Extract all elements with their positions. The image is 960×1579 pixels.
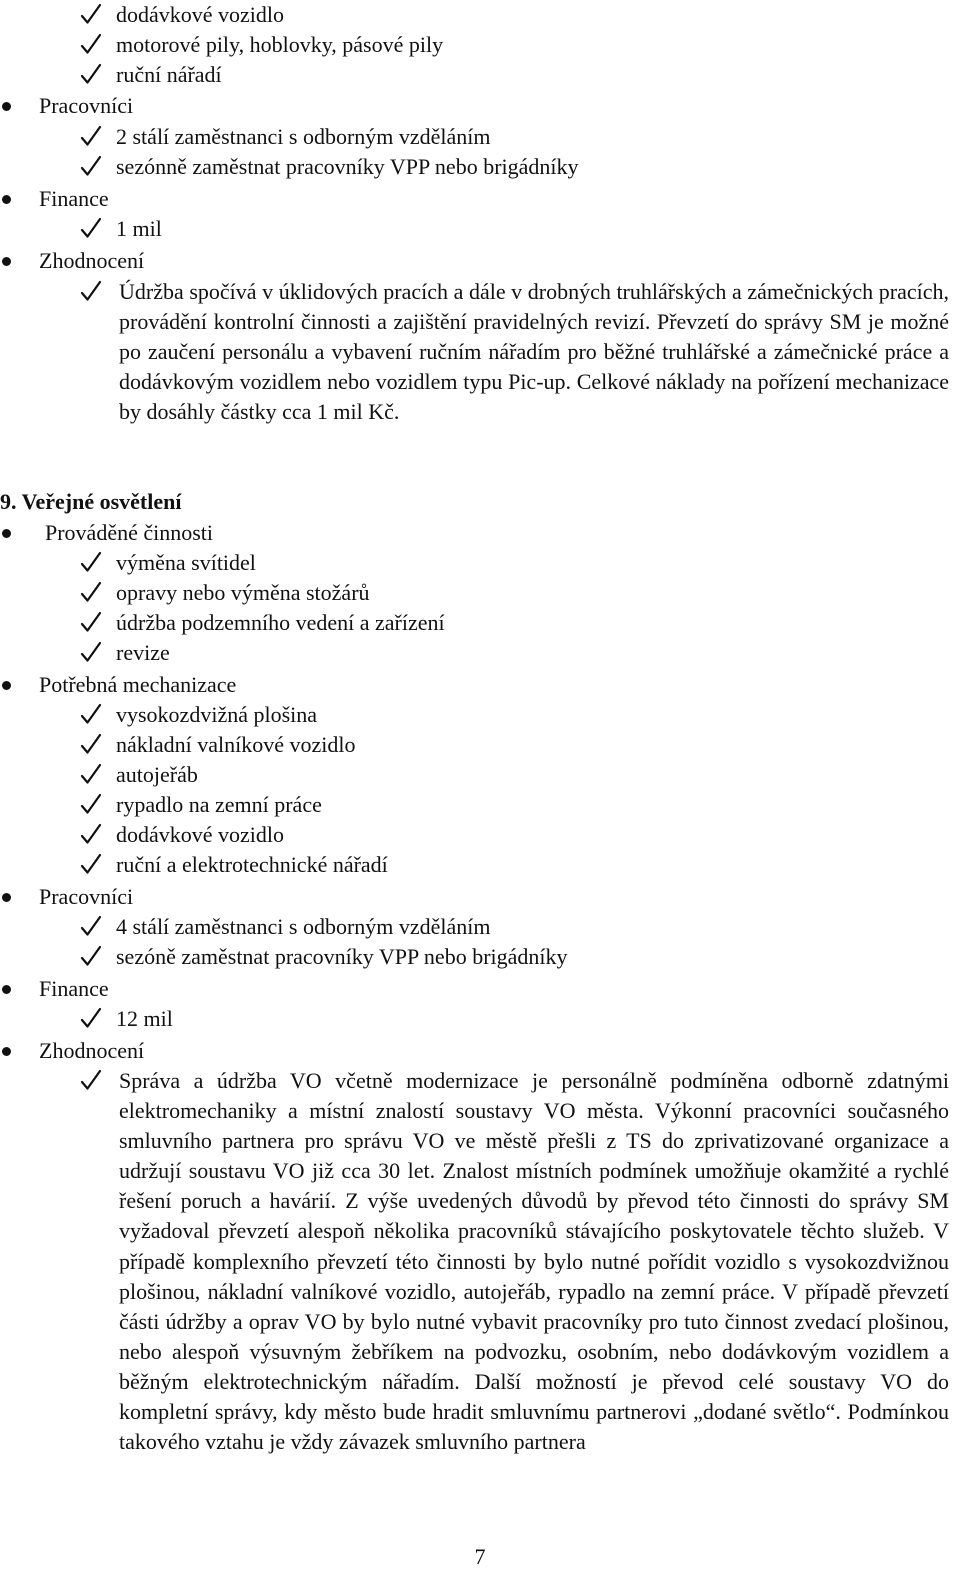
- list-item-text: údržba podzemního vedení a zařízení: [116, 610, 445, 635]
- list-item-text: 1 mil: [116, 216, 162, 241]
- bullet-item-workers: [0, 882, 960, 912]
- bullet-item-finance: [0, 184, 960, 214]
- checkmark-icon: [79, 1066, 103, 1096]
- checkmark-icon: [79, 578, 103, 608]
- list-item: [0, 700, 960, 730]
- checkmark-icon: [79, 1004, 103, 1034]
- list-item: [0, 790, 960, 820]
- list-item: [0, 548, 960, 578]
- bullet-icon: [2, 529, 11, 538]
- list-item-text: ruční nářadí: [116, 62, 222, 87]
- checkmark-icon: [79, 730, 103, 760]
- bullet-item-workers: [0, 91, 960, 121]
- list-item: [0, 638, 960, 668]
- bullet-label: Zhodnocení: [39, 1038, 145, 1063]
- bullet-label: Prováděné činnosti: [45, 520, 214, 545]
- list-item-text: autojeřáb: [116, 762, 198, 787]
- bullet-label: Finance: [39, 186, 109, 211]
- list-item-text: 2 stálí zaměstnanci s odborným vzděláním: [116, 124, 491, 149]
- list-item-text: dodávkové vozidlo: [116, 2, 285, 27]
- bullet-item-assessment: [0, 1036, 960, 1066]
- checkmark-icon: [79, 912, 103, 942]
- checkmark-icon: [79, 638, 103, 668]
- bullet-item-activities: [0, 518, 960, 548]
- bullet-label: Finance: [39, 976, 109, 1001]
- bullet-icon: [2, 893, 11, 902]
- list-item-text: sezónně zaměstnat pracovníky VPP nebo brigádníky: [116, 154, 579, 179]
- list-item: [0, 820, 960, 850]
- checkmark-icon: [79, 277, 103, 307]
- bullet-icon: [2, 1047, 11, 1056]
- list-item: [0, 912, 960, 942]
- checkmark-icon: [79, 548, 103, 578]
- list-item: [0, 578, 960, 608]
- section-heading: 9. Veřejné osvětlení: [0, 489, 182, 514]
- list-item-text: ruční a elektrotechnické nářadí: [116, 852, 388, 877]
- list-item-text: sezóně zaměstnat pracovníky VPP nebo brigádníky: [116, 944, 568, 969]
- list-item-text: motorové pily, hoblovky, pásové pily: [116, 32, 444, 57]
- checkmark-icon: [79, 30, 103, 60]
- bullet-item-mechanization: [0, 670, 960, 700]
- bullet-label: Pracovníci: [39, 93, 134, 118]
- list-item: [0, 942, 960, 972]
- list-item-text: nákladní valníkové vozidlo: [116, 732, 356, 757]
- bullet-icon: [2, 102, 11, 111]
- list-item: [0, 760, 960, 790]
- assessment-paragraph: Údržba spočívá v úklidových pracích a dále v drobných truhlářských a zámečnických pracích, provádění kontrolní činnosti a zajištění pravidelných revizí. Převzetí do správy SM je možné po zaučení personálu a vybavení ručním nářadím pro běžné truhlářské a zámečnické práce a dodávkovým vozidlem nebo vozidlem typu Pic-up. Celkové náklady na pořízení mechanizace by dosáhly částky cca 1 mil Kč.: [119, 279, 949, 425]
- bullet-icon: [2, 195, 11, 204]
- list-item: [0, 0, 960, 30]
- list-item-text: dodávkové vozidlo: [116, 822, 285, 847]
- checkmark-icon: [79, 608, 103, 638]
- list-item-text: 12 mil: [116, 1006, 173, 1031]
- list-item-text: opravy nebo výměna stožárů: [116, 580, 370, 605]
- bullet-item-assessment: [0, 246, 960, 276]
- list-item: [0, 1004, 960, 1034]
- checkmark-icon: [79, 850, 103, 880]
- checkmark-icon: [79, 820, 103, 850]
- list-item-text: vysokozdvižná plošina: [116, 702, 318, 727]
- bullet-icon: [2, 257, 11, 266]
- checkmark-icon: [79, 152, 103, 182]
- checkmark-icon: [79, 700, 103, 730]
- list-item: [0, 30, 960, 60]
- checkmark-icon: [79, 0, 103, 30]
- list-item: [0, 850, 960, 880]
- list-item-text: rypadlo na zemní práce: [116, 792, 322, 817]
- bullet-label: Pracovníci: [39, 884, 134, 909]
- list-item-text: revize: [116, 640, 170, 665]
- assessment-paragraph: Správa a údržba VO včetně modernizace je personálně podmíněna odborně zdatnými elektromechaniky a místní znalostí soustavy VO města. Výkonní pracovníci současného smluvního partnera pro správu VO ve městě přešli z TS do zprivatizované organizace a udržují soustavu VO již cca 30 let. Znalost místních podmínek umožňuje okamžité a rychlé řešení poruch a havárií. Z výše uvedených důvodů by převod této činnosti do správy SM vyžadoval převzetí alespoň několika pracovníků stávajícího poskytovatele těchto služeb. V případě komplexního převzetí této činnosti by bylo nutné pořídit vozidlo s vysokozdvižnou plošinou, nákladní valníkové vozidlo, autojeřáb, rypadlo na zemní práce. V případě převzetí části údržby a oprav VO by bylo nutné vybavit pracovníky pro tuto činnost zvedací plošinou, nebo alespoň výsuvným žebříkem na podvozku, osobním, nebo dodávkovým vozidlem a běžným elektrotechnickým nářadím. Další možností je převod celé soustavy VO do kompletní správy, kdy město bude hradit smluvnímu partnerovi „dodané světlo“. Podmínkou takového vztahu je vždy závazek smluvního partnera: [119, 1068, 949, 1455]
- list-item-text: výměna svítidel: [116, 550, 256, 575]
- bullet-label: Potřebná mechanizace: [39, 672, 237, 697]
- page-number: 7: [474, 1544, 486, 1569]
- list-item: [0, 214, 960, 244]
- bullet-label: Zhodnocení: [39, 248, 145, 273]
- checkmark-icon: [79, 942, 103, 972]
- checkmark-icon: [79, 214, 103, 244]
- list-item: [0, 730, 960, 760]
- list-item-text: 4 stálí zaměstnanci s odborným vzděláním: [116, 914, 491, 939]
- list-item: [0, 152, 960, 182]
- checkmark-icon: [79, 122, 103, 152]
- checkmark-icon: [79, 60, 103, 90]
- list-item: [0, 122, 960, 152]
- bullet-icon: [2, 681, 11, 690]
- checkmark-icon: [79, 760, 103, 790]
- list-item: [0, 608, 960, 638]
- bullet-item-finance: [0, 974, 960, 1004]
- bullet-icon: [2, 985, 11, 994]
- checkmark-icon: [79, 790, 103, 820]
- list-item: [0, 60, 960, 90]
